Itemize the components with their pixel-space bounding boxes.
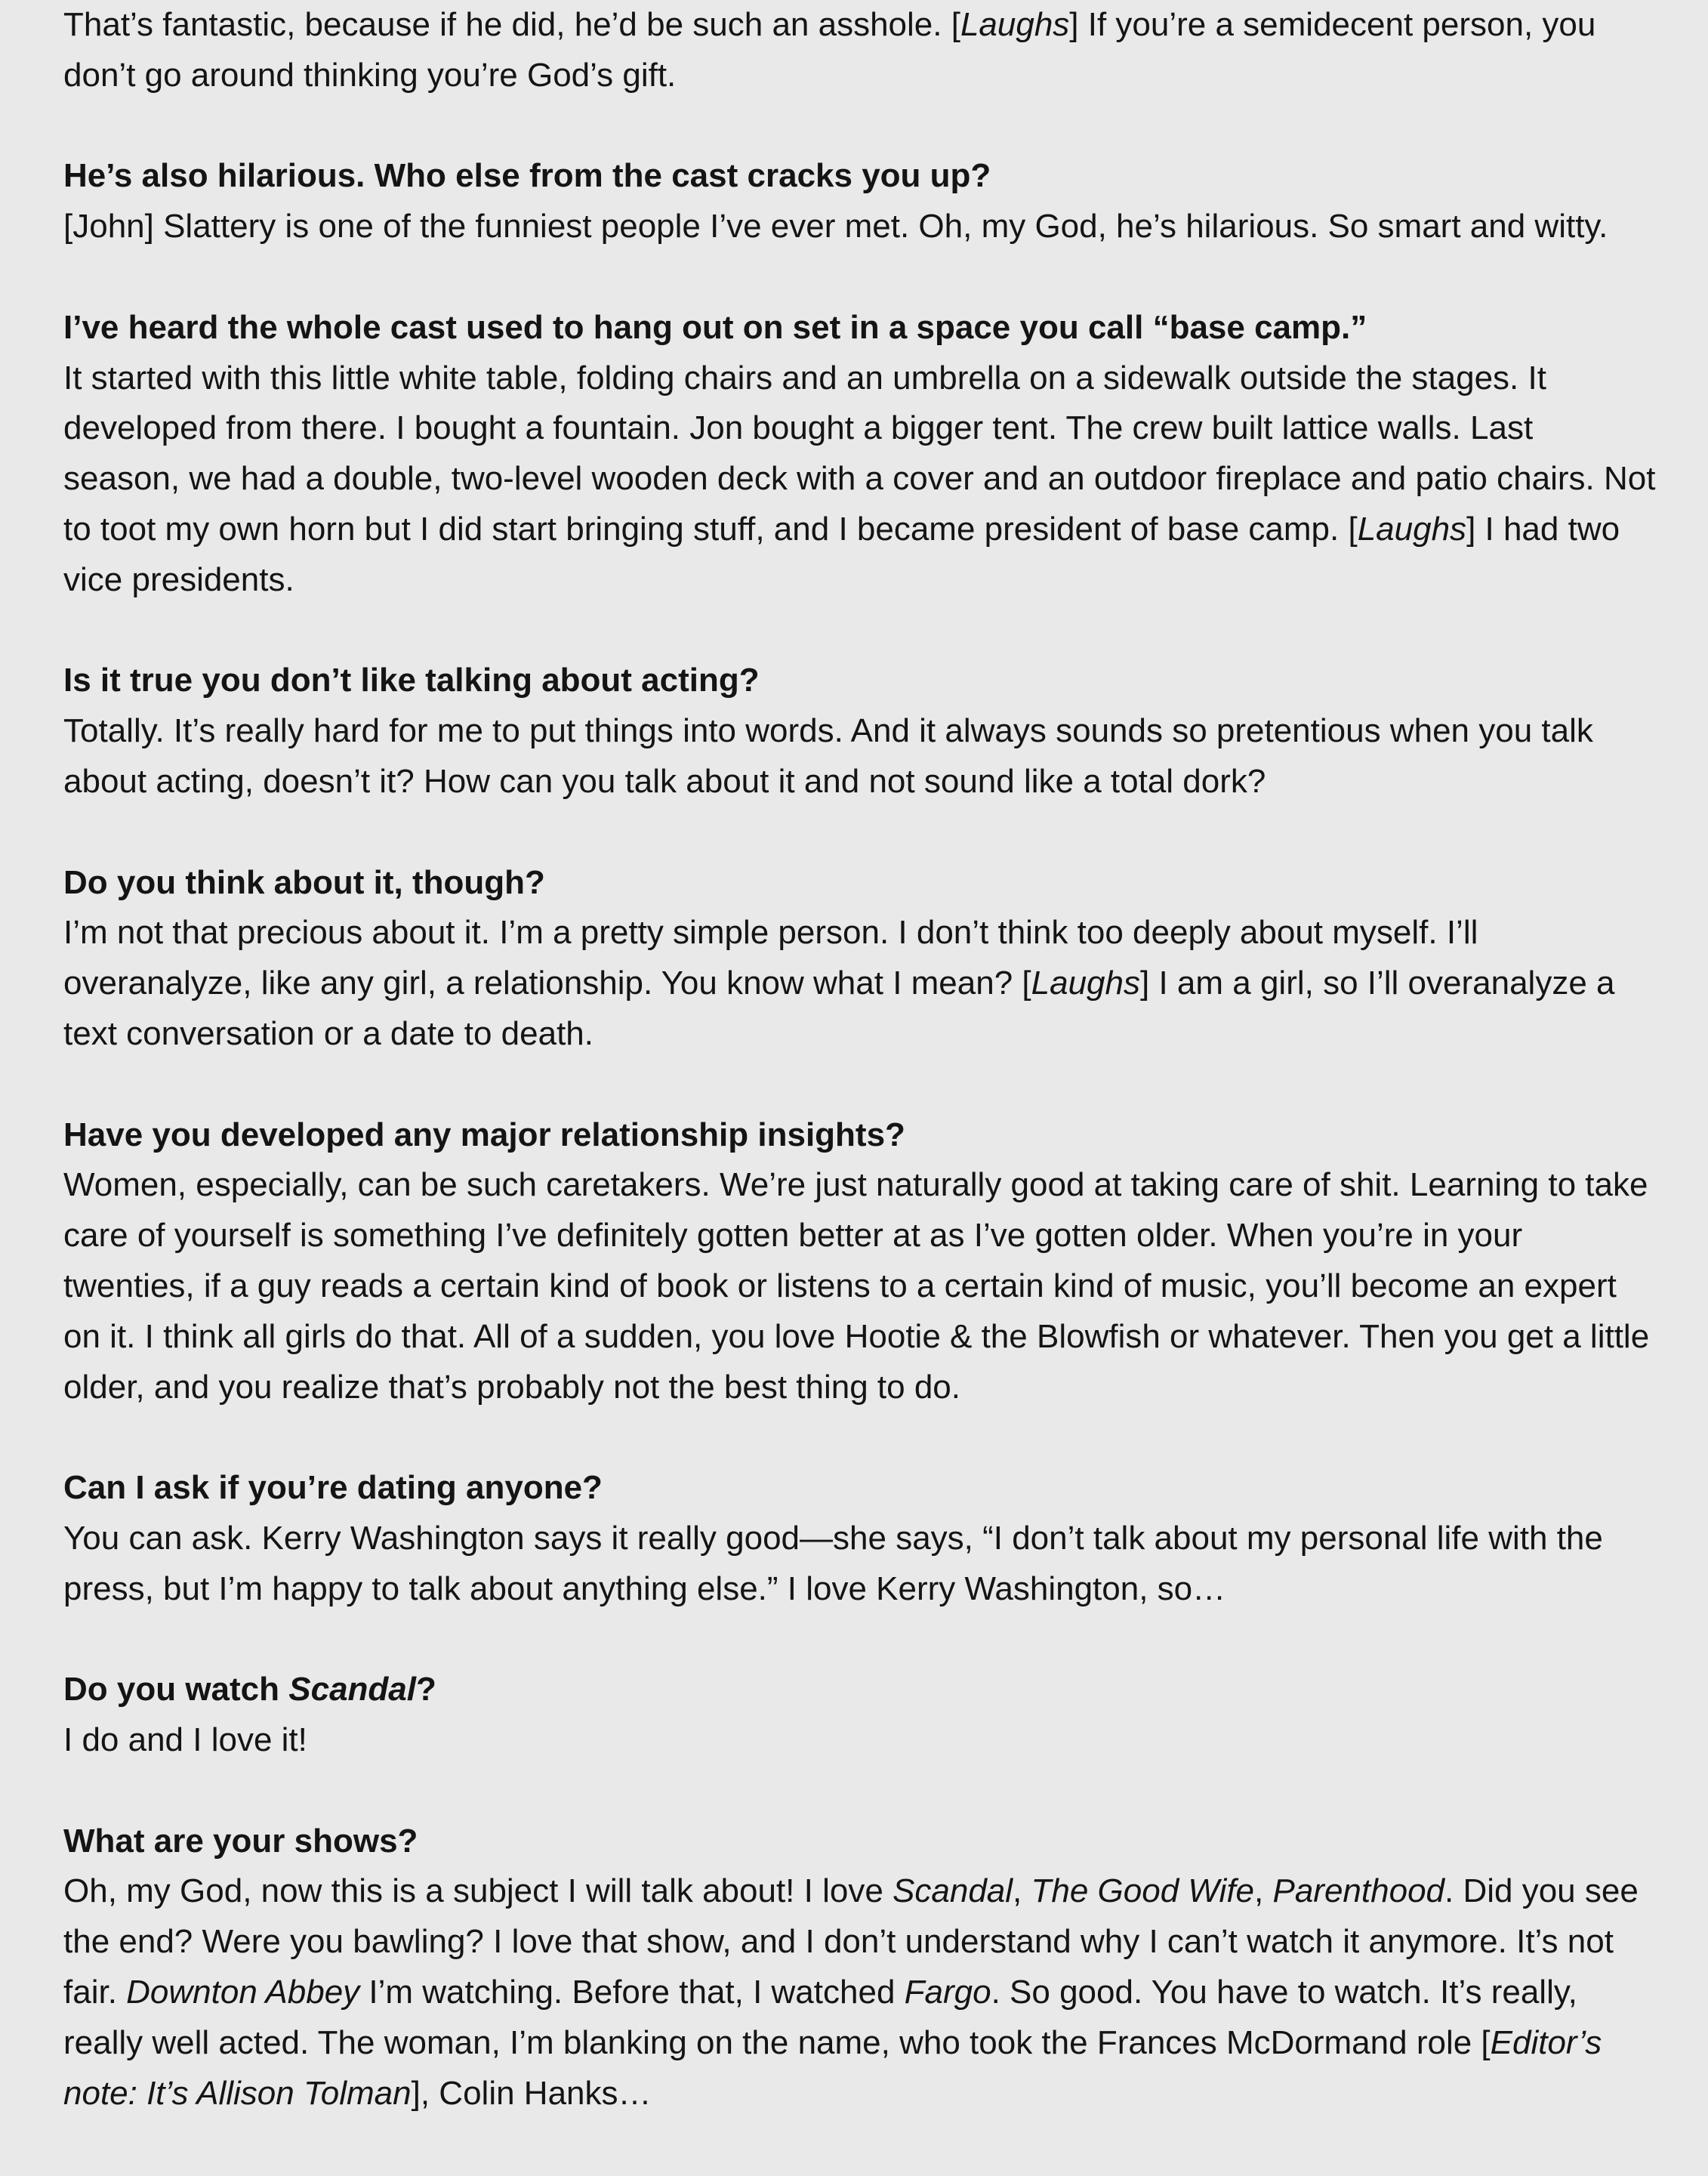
qa-block-2 (63, 303, 1657, 606)
answer: You can ask. Kerry Washington says it really good—she says, “I don’t talk about my personal life with the press, but I’m happy to talk about anything else.” I love Kerry Washington, so… (63, 1519, 1603, 1607)
question: Do you think about it, though? (63, 863, 545, 901)
question: I’ve heard the whole cast used to hang out on set in a space you call “base camp.” (63, 308, 1367, 346)
answer: Women, especially, can be such caretakers. We’re just naturally good at taking care of shit. Learning to take care of yourself is something I’ve definitely gotten better at as I’ve gotten older. When you’re in your twenties, if a guy reads a certain kind of book or listens to a certain kind of music, you’ll become an expert on it. I think all girls do that. All of a sudden, you love Hootie & the Blowfish or whatever. Then you get a little older, and you realize that’s probably not the best thing to do. (63, 1166, 1650, 1406)
text-run: ] If you’re a semidecent person, you don’t go around thinking you’re God’s gift. (63, 6, 1596, 94)
intro-paragraph (63, 0, 1657, 101)
italic-run: Parenthood (1272, 1872, 1445, 1910)
answer (63, 1866, 1657, 2119)
text-run: Do you watch (63, 1671, 289, 1708)
text-run: ] I am a girl, so I’ll overanalyze a text conversation or a date to death. (63, 965, 1615, 1052)
text-run: ], Colin Hanks… (411, 2074, 652, 2112)
text-run: . So good. You have to watch. It’s really, really well acted. The woman, I’m blanking on the name, who took the Frances McDormand role [ (63, 1974, 1577, 2061)
answer (63, 908, 1657, 1059)
qa-block-5 (63, 1110, 1657, 1413)
answer: Totally. It’s really hard for me to put things into words. And it always sounds so pretentious when you talk about acting, doesn’t it? How can you talk about it and not sound like a total dork? (63, 712, 1593, 800)
text-run: . Did you see the end? Were you bawling? I love that show, and I don’t understand why I can’t watch it anymore. It’s not fair. (63, 1872, 1639, 2011)
italic-run: The Good Wife (1031, 1872, 1255, 1910)
qa-block-4 (63, 858, 1657, 1060)
question: Have you developed any major relationship insights? (63, 1116, 905, 1153)
text-run: It started with this little white table, folding chairs and an umbrella on a sidewalk outside the stages. It developed from there. I bought a fountain. Jon bought a bigger tent. The crew built lattice walls. Last season, we had a double, two-level wooden deck with a cover and an outdoor fireplace and patio chairs. Not to toot my own horn but I did start bringing stuff, and I became president of base camp. [ (63, 359, 1656, 548)
text-run: That’s fantastic, because if he did, he’d be such an asshole. [ (63, 6, 960, 43)
question (63, 1665, 1657, 1715)
text-run: I’m not that precious about it. I’m a pretty simple person. I don’t think too deeply about myself. I’ll overanalyze, like any girl, a relationship. You know what I mean? [ (63, 914, 1478, 1002)
answer (63, 353, 1657, 606)
answer: [John] Slattery is one of the funniest people I’ve ever met. Oh, my God, he’s hilarious. So smart and witty. (63, 208, 1608, 245)
italic-run: Scandal (288, 1671, 416, 1708)
italic-run: Laughs (1031, 965, 1140, 1002)
question: What are your shows? (63, 1822, 418, 1860)
article-body (63, 0, 1657, 2119)
italic-run: Editor’s note: It’s Allison Tolman (63, 2023, 1602, 2112)
text-run: ? (416, 1671, 436, 1708)
italic-run: Downton Abbey (126, 1974, 360, 2011)
question: He’s also hilarious. Who else from the cast cracks you up? (63, 157, 991, 195)
qa-block-8 (63, 1816, 1657, 2119)
text-run: Oh, my God, now this is a subject I will talk about! I love (63, 1872, 893, 1910)
italic-run: Laughs (960, 6, 1070, 43)
italic-run: Laughs (1357, 510, 1467, 548)
question: Can I ask if you’re dating anyone? (63, 1469, 603, 1507)
qa-block-1 (63, 151, 1657, 252)
italic-run: Fargo (904, 1974, 991, 2011)
text-run: , (1013, 1872, 1031, 1910)
text-run: ] I had two vice presidents. (63, 510, 1620, 598)
italic-run: Scandal (893, 1872, 1013, 1910)
answer: I do and I love it! (63, 1721, 307, 1759)
question: Is it true you don’t like talking about acting? (63, 662, 760, 699)
qa-block-3 (63, 656, 1657, 807)
qa-block-7 (63, 1665, 1657, 1766)
qa-block-6 (63, 1463, 1657, 1614)
text-run: I’m watching. Before that, I watched (359, 1974, 905, 2011)
text-run: , (1254, 1872, 1273, 1910)
